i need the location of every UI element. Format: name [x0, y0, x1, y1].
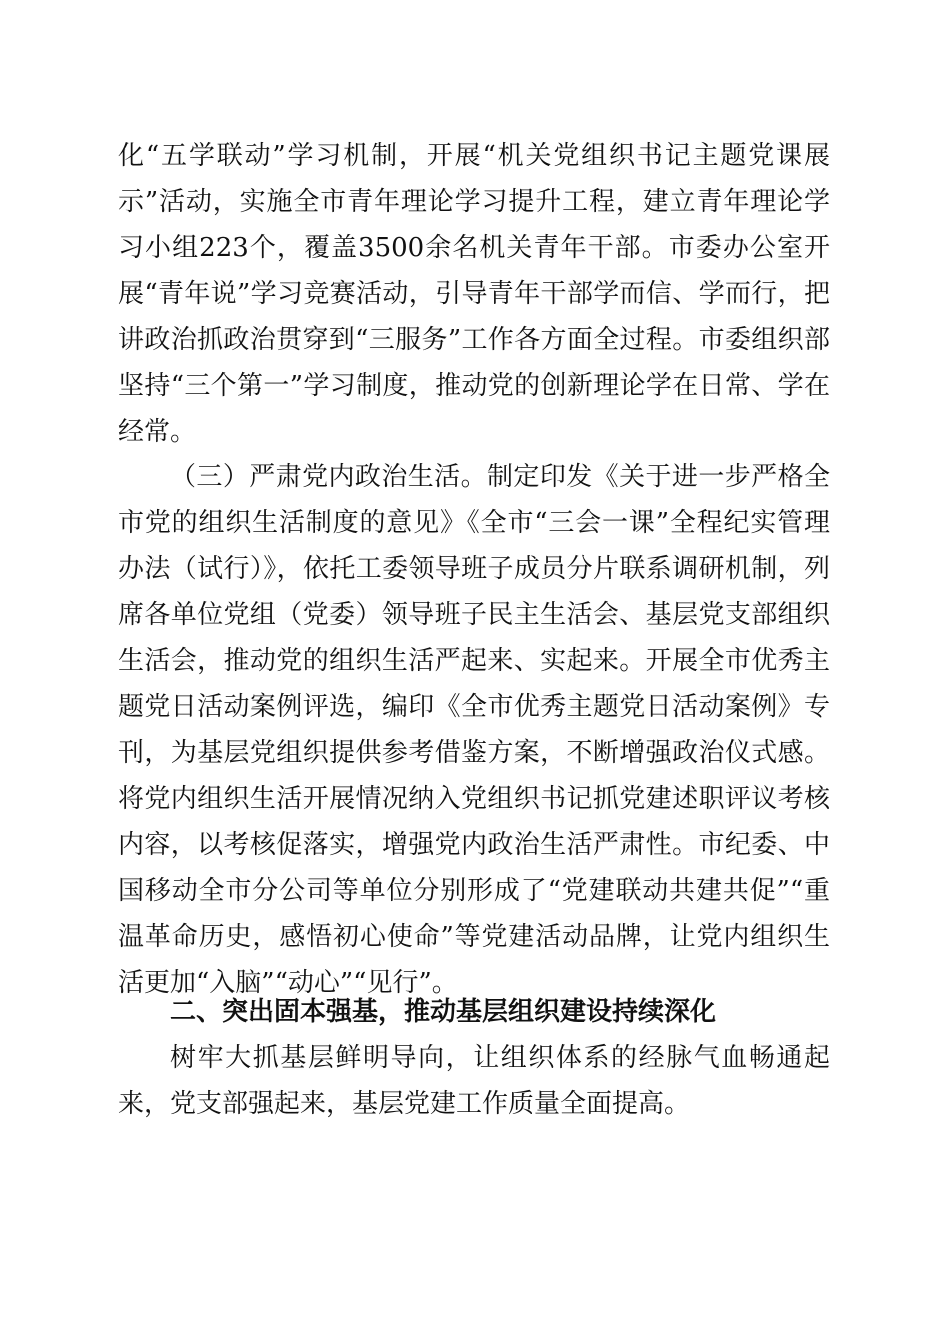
paragraph-five-learning: 化“五学联动”学习机制，开展“机关党组织书记主题党课展示”活动，实施全市青年理论学习提升工程，建立青年理论学习小组223个，覆盖3500余名机关青年干部。市委办公室开展“青年说”学习竞赛活动，引导青年干部学而信、学而行，把讲政治抓政治贯穿到“三服务”工作各方面全过程。市委组织部坚持“三个第一”学习制度，推动党的创新理论学在日常、学在经常。	[118, 141, 830, 447]
paragraph-political-life	[118, 454, 830, 1006]
paragraph-grassroots-orientation: 树牢大抓基层鲜明导向，让组织体系的经脉气血畅通起来，党支部强起来，基层党建工作质量全面提高。	[118, 1043, 830, 1119]
paragraph-political-life-body: 制定印发《关于进一步严格全市党的组织生活制度的意见》《全市“三会一课”全程纪实管理办法（试行）》，依托工委领导班子成员分片联系调研机制，列席各单位党组（党委）领导班子民主生活会、基层党支部组织生活会，推动党的组织生活严起来、实起来。开展全市优秀主题党日活动案例评选，编印《全市优秀主题党日活动案例》专刊，为基层党组织提供参考借鉴方案，不断增强政治仪式感。将党内组织生活开展情况纳入党组织书记抓党建述职评议考核内容，以考核促落实，增强党内政治生活严肃性。市纪委、中国移动全市分公司等单位分别形成了“党建联动共建共促”“重温革命历史，感悟初心使命”等党建活动品牌，让党内组织生活更加“入脑”“动心”“见行”。	[118, 462, 830, 998]
section-three-lead: （三）严肃党内政治生活。	[170, 462, 487, 492]
section-heading-two: 二、突出固本强基，推动基层组织建设持续深化	[170, 997, 717, 1027]
